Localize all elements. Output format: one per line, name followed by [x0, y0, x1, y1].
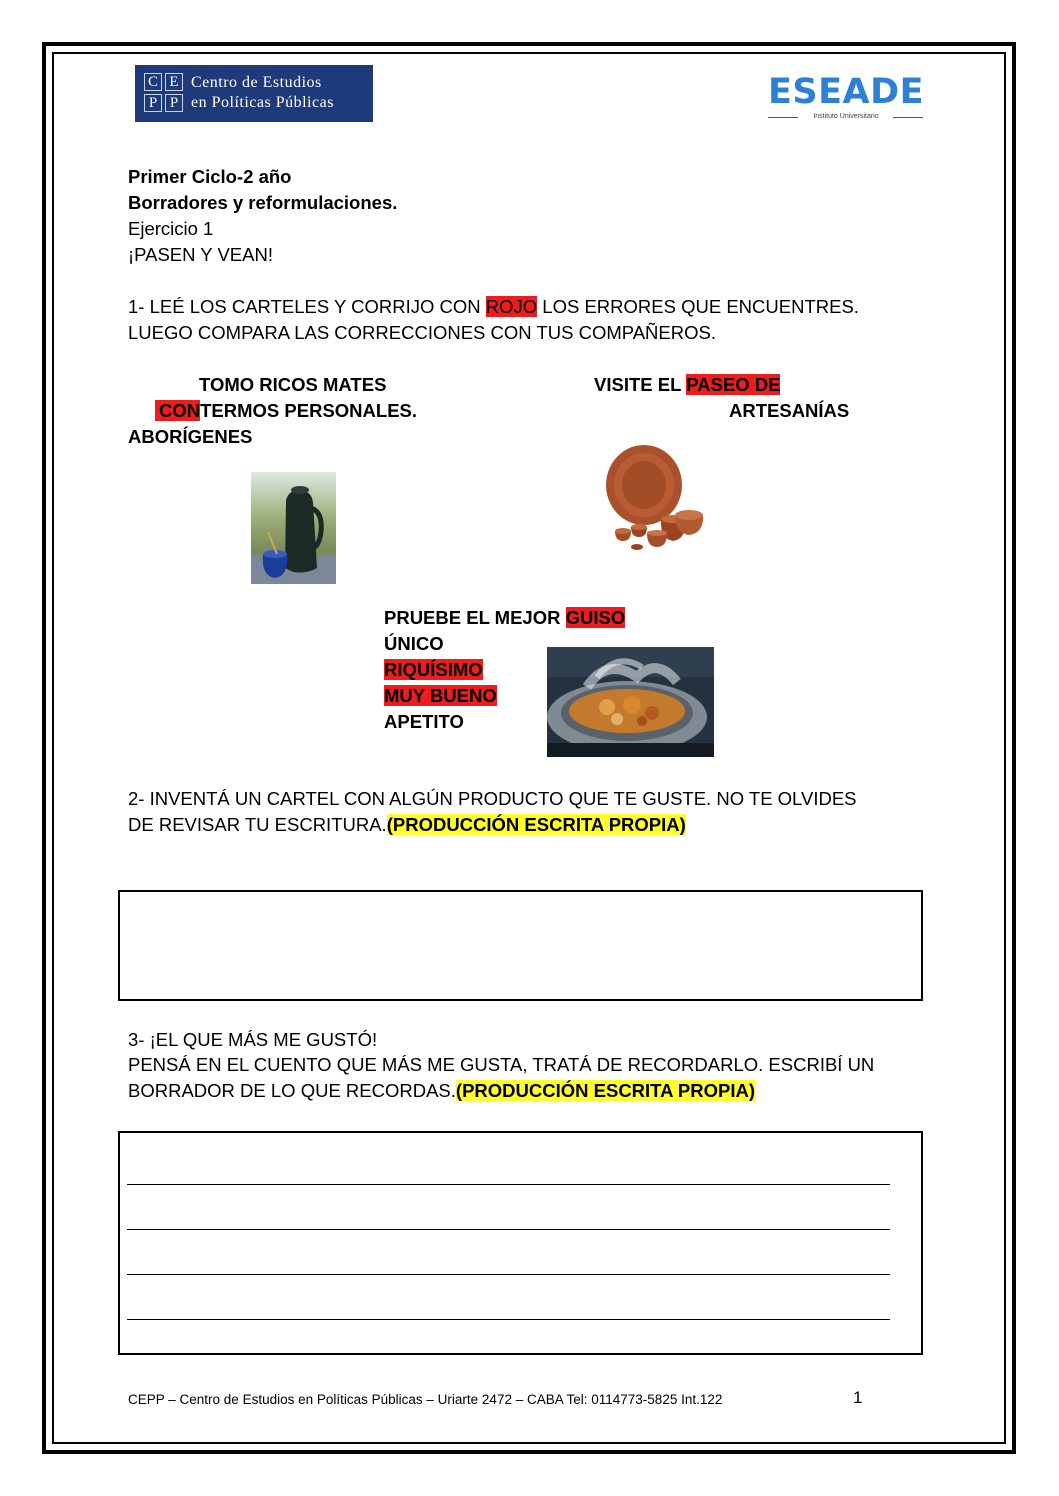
- q1-instruction-line1: 1- LEÉ LOS CARTELES Y CORRIJO CON ROJO LOS ERRORES QUE ENCUENTRES.: [128, 296, 859, 317]
- sign3-line2: ÚNICO: [384, 633, 444, 654]
- cepp-name-line2: en Políticas Públicas: [191, 94, 334, 111]
- q3-instruction-line1: PENSÁ EN EL CUENTO QUE MÁS ME GUSTA, TRATÁ DE RECORDARLO. ESCRIBÍ UN: [128, 1054, 875, 1075]
- q3-answer-box[interactable]: [118, 1131, 923, 1355]
- highlight-red: ROJO: [485, 296, 538, 317]
- q1-instruction-line2: LUEGO COMPARA LAS CORRECCIONES CON TUS COMPAÑEROS.: [128, 322, 716, 343]
- eseade-subtitle: [768, 112, 924, 122]
- exercise-label: Ejercicio 1: [128, 218, 214, 239]
- cepp-name-line1: Centro de Estudios: [191, 74, 322, 91]
- eseade-subtitle-text: Instituto Universitario: [813, 113, 879, 120]
- q2-answer-box[interactable]: [118, 890, 923, 1001]
- exercise-heading: ¡PASEN Y VEAN!: [128, 244, 273, 265]
- cepp-logo: [135, 65, 373, 122]
- stew-pan-image: [547, 647, 714, 757]
- footer-address: CEPP – Centro de Estudios en Políticas Públicas – Uriarte 2472 – CABA Tel: 0114773-5825 Int.122: [128, 1392, 723, 1407]
- highlight-red: CON: [155, 400, 200, 421]
- sign1-line1: TOMO RICOS MATES: [199, 374, 387, 395]
- cepp-letter: P: [165, 94, 183, 112]
- topic-title: Borradores y reformulaciones.: [128, 192, 398, 213]
- highlight-red: PASEO DE: [686, 374, 781, 395]
- sign1-line3: ABORÍGENES: [128, 426, 253, 447]
- sign3-line1: PRUEBE EL MEJOR GUISO: [384, 607, 626, 628]
- cepp-monogram: [144, 73, 185, 113]
- page-number: 1: [853, 1388, 863, 1407]
- highlight-red: RIQUÍSIMO: [384, 659, 483, 680]
- sign3-line5: APETITO: [384, 711, 464, 732]
- eseade-logo: ESEADE: [768, 72, 925, 112]
- mate-thermos-image: [251, 472, 336, 584]
- q2-instruction-line1: 2- INVENTÁ UN CARTEL CON ALGÚN PRODUCTO QUE TE GUSTE. NO TE OLVIDES: [128, 788, 857, 809]
- sign2-line1: VISITE EL PASEO DE: [594, 374, 781, 395]
- pottery-image: [597, 439, 713, 559]
- highlight-red: GUISO: [565, 607, 626, 628]
- sign2-line2: ARTESANÍAS: [729, 400, 850, 421]
- sign1-line2: CONTERMOS PERSONALES.: [155, 398, 417, 424]
- cepp-letter: E: [165, 73, 183, 91]
- q3-heading: 3- ¡EL QUE MÁS ME GUSTÓ!: [128, 1029, 378, 1050]
- writing-line[interactable]: [127, 1184, 890, 1185]
- highlight-red: MUY BUENO: [384, 685, 497, 706]
- cepp-letter: C: [144, 73, 162, 91]
- q2-instruction-line2: DE REVISAR TU ESCRITURA.(PRODUCCIÓN ESCRITA PROPIA): [128, 814, 686, 835]
- cycle-title: Primer Ciclo-2 año: [128, 166, 292, 187]
- writing-line[interactable]: [127, 1229, 890, 1230]
- writing-line[interactable]: [127, 1319, 890, 1320]
- sign3-line3: [384, 657, 483, 683]
- sign3-line4: [384, 683, 497, 709]
- cepp-letter: P: [144, 94, 162, 112]
- writing-line[interactable]: [127, 1274, 890, 1275]
- q3-instruction-line2: BORRADOR DE LO QUE RECORDAS.(PRODUCCIÓN ESCRITA PROPIA): [128, 1080, 756, 1101]
- highlight-yellow: (PRODUCCIÓN ESCRITA PROPIA): [455, 1080, 756, 1101]
- highlight-yellow: (PRODUCCIÓN ESCRITA PROPIA): [386, 814, 686, 835]
